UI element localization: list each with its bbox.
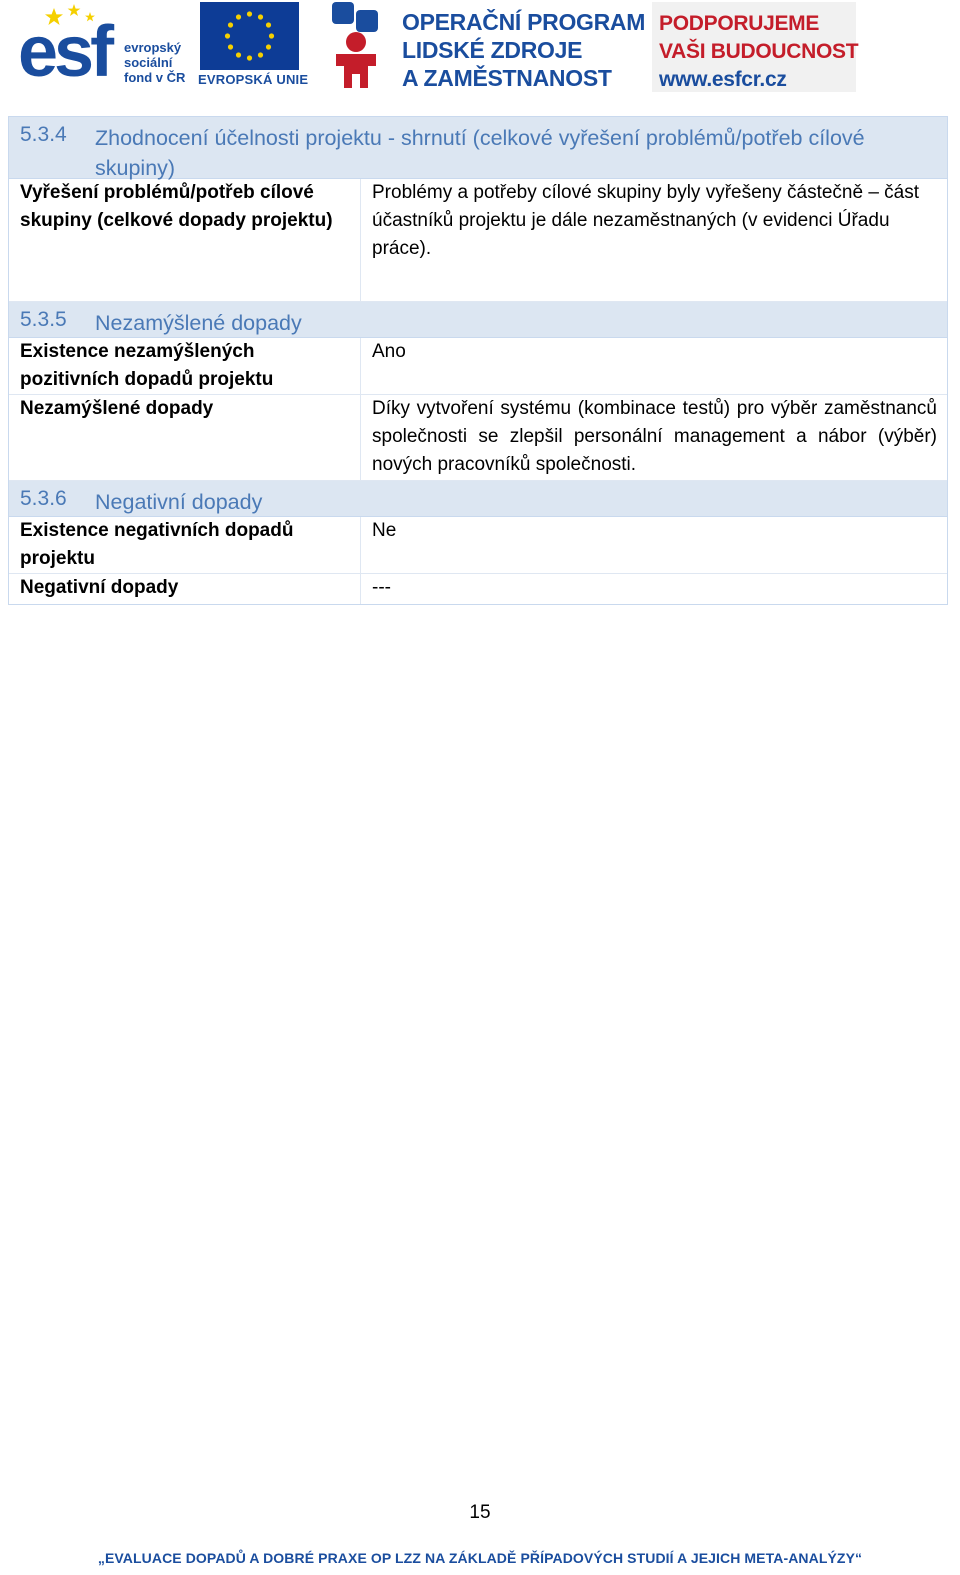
esf-logo [18, 2, 194, 90]
row-label: Vyřešení problémů/potřeb cílové skupiny (celkové dopady projektu) [20, 182, 333, 231]
page-number: 15 [469, 1502, 491, 1523]
esf-line: sociální [124, 55, 173, 70]
table-row [9, 574, 947, 604]
support-logo [652, 2, 859, 92]
row-value: Ne [372, 520, 397, 541]
esf-lines [124, 40, 185, 85]
column-divider [360, 517, 361, 573]
esf-line: fond v ČR [124, 70, 186, 85]
logo-bar [0, 0, 960, 100]
eu-label: EVROPSKÁ UNIE [198, 72, 309, 87]
row-value: Ano [372, 341, 406, 362]
row-label: Nezamýšlené dopady [20, 398, 214, 419]
section-header [9, 117, 947, 179]
support-text [659, 10, 858, 94]
support-line: PODPORUJEME [659, 12, 820, 35]
section-title: Zhodnocení účelnosti projektu - shrnutí (celkové vyřešení problémů/potřeb cílové skupiny) [95, 126, 865, 180]
section-header [9, 481, 947, 517]
esf-letters: esf [18, 12, 111, 92]
row-label: Negativní dopady [20, 577, 179, 598]
section-title: Negativní dopady [95, 490, 263, 514]
table-row [9, 517, 947, 574]
section-number: 5.3.4 [20, 123, 67, 146]
table-row [9, 338, 947, 395]
column-divider [360, 338, 361, 394]
op-line: A ZAMĚSTNANOST [402, 65, 612, 91]
evaluation-table [8, 116, 948, 605]
row-value: Díky vytvoření systému (kombinace testů) pro výběr zaměstnanců společnosti se zlepšil personální management a nábor (výběr) nových pracovníků společnosti. [372, 398, 937, 475]
row-label: Existence negativních dopadů projektu [20, 520, 294, 569]
row-value: --- [372, 577, 391, 598]
column-divider [360, 395, 361, 480]
op-line: LIDSKÉ ZDROJE [402, 37, 583, 63]
section-number: 5.3.5 [20, 308, 67, 331]
table-row [9, 179, 947, 302]
op-line: OPERAČNÍ PROGRAM [402, 9, 646, 35]
table-row [9, 395, 947, 481]
support-line: VAŠI BUDOUCNOST [659, 40, 859, 63]
section-header [9, 302, 947, 338]
eu-flag-icon [200, 2, 299, 70]
op-lzz-logo-icon [332, 2, 392, 88]
support-web: www.esfcr.cz [659, 68, 787, 91]
row-value: Problémy a potřeby cílové skupiny byly vyřešeny částečně – část účastníků projektu je dále nezaměstnaných (v evidenci Úřadu práce). [372, 182, 920, 259]
esf-line: evropský [124, 40, 182, 55]
column-divider [360, 574, 361, 604]
column-divider [360, 179, 361, 301]
footer-title: „EVALUACE DOPADŮ A DOBRÉ PRAXE OP LZZ NA ZÁKLADĚ PŘÍPADOVÝCH STUDIÍ A JEJICH META-ANALÝZY“ [97, 1550, 863, 1566]
section-number: 5.3.6 [20, 487, 67, 510]
row-label: Existence nezamýšlených pozitivních dopadů projektu [20, 341, 274, 390]
op-lzz-title [402, 8, 645, 92]
section-title: Nezamýšlené dopady [95, 311, 302, 335]
